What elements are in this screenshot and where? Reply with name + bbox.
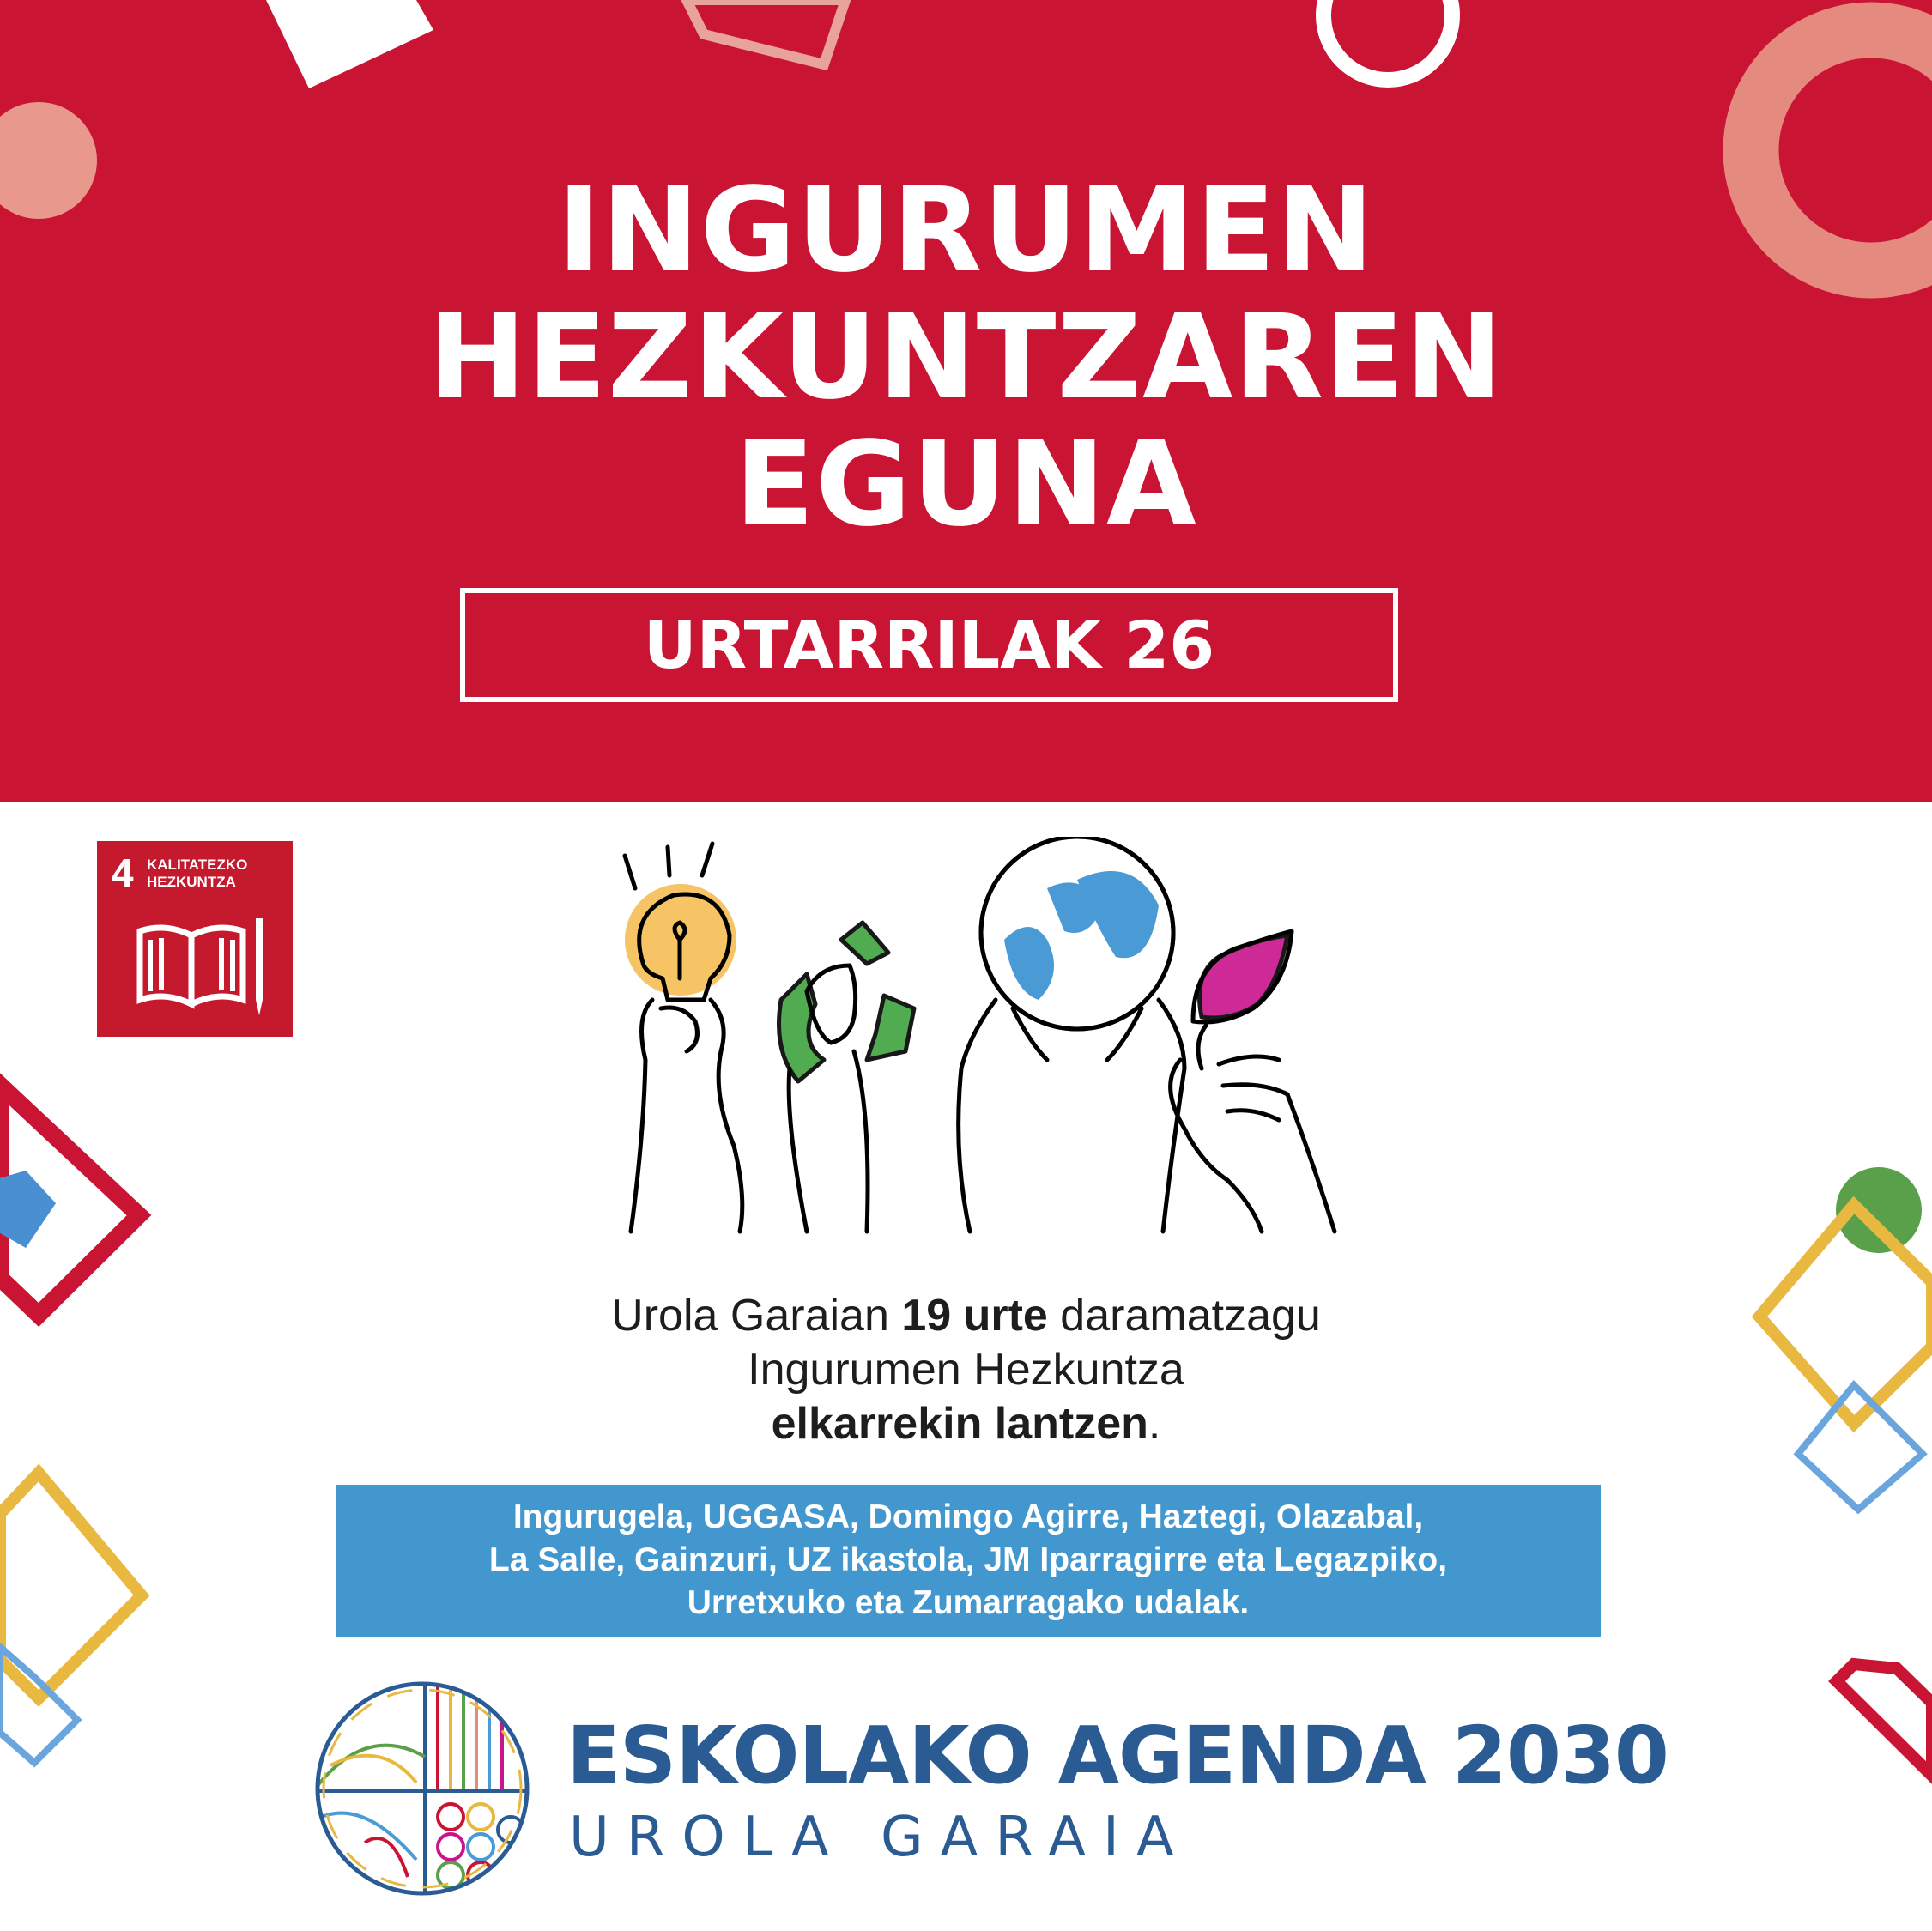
body-text — [0, 1289, 1932, 1451]
body-line-1 — [0, 1289, 1932, 1343]
header-banner — [0, 0, 1932, 802]
sdg-label — [147, 857, 284, 891]
globe-icon — [959, 837, 1184, 1232]
body-line-2: Ingurumen Hezkuntza — [748, 1345, 1184, 1395]
sdg-badge — [97, 841, 293, 1037]
body-line-1-post: daramatzagu — [1047, 1291, 1321, 1341]
hands-illustration — [601, 837, 1339, 1240]
decor-right-red-diamond — [1837, 1664, 1932, 1776]
partners-line-1: Ingurugela, UGGASA, Domingo Agirre, Haztegi, Olazabal, — [512, 1498, 1424, 1535]
agenda-2030-logo-icon — [313, 1680, 532, 1898]
title-line-2: HEZKUNTZAREN — [428, 290, 1504, 426]
sdg-label-line-1: KALITATEZKO — [147, 857, 248, 873]
body-line-3 — [0, 1397, 1932, 1451]
body-line-3-post: . — [1148, 1399, 1161, 1449]
date-box — [460, 588, 1398, 702]
decor-white-square — [266, 0, 433, 88]
book-pencil-icon — [131, 914, 269, 1021]
sdg-number: 4 — [112, 850, 134, 895]
leaf-icon — [1171, 931, 1335, 1232]
title-line-1: INGURUMEN — [557, 163, 1375, 299]
body-line-1-bold: 19 urte — [901, 1291, 1048, 1341]
decor-blue-square — [0, 1171, 56, 1248]
decor-white-ring — [1323, 0, 1452, 80]
brand-title: ESKOLAKO AGENDA 2030 — [566, 1710, 1669, 1801]
decor-pink-outline-shape — [687, 0, 845, 64]
page-title — [0, 163, 1932, 553]
body-line-3-bold: elkarrekin lantzen — [771, 1399, 1148, 1449]
title-line-3: EGUNA — [734, 417, 1198, 553]
partners-box — [336, 1485, 1601, 1637]
recycle-icon — [779, 923, 915, 1232]
partners-line-3: Urretxuko eta Zumarragako udalak. — [687, 1584, 1250, 1621]
brand-subtitle: UROLA GARAIA — [569, 1806, 1191, 1869]
partners-line-2: La Salle, Gainzuri, UZ ikastola, JM Iparragirre eta Legazpiko, — [488, 1541, 1448, 1578]
body-line-1-pre: Urola Garaian — [611, 1291, 902, 1341]
lightbulb-icon — [625, 844, 742, 1232]
date-label: URTARRILAK 26 — [643, 607, 1215, 683]
sdg-label-line-2: HEZKUNTZA — [147, 874, 236, 890]
